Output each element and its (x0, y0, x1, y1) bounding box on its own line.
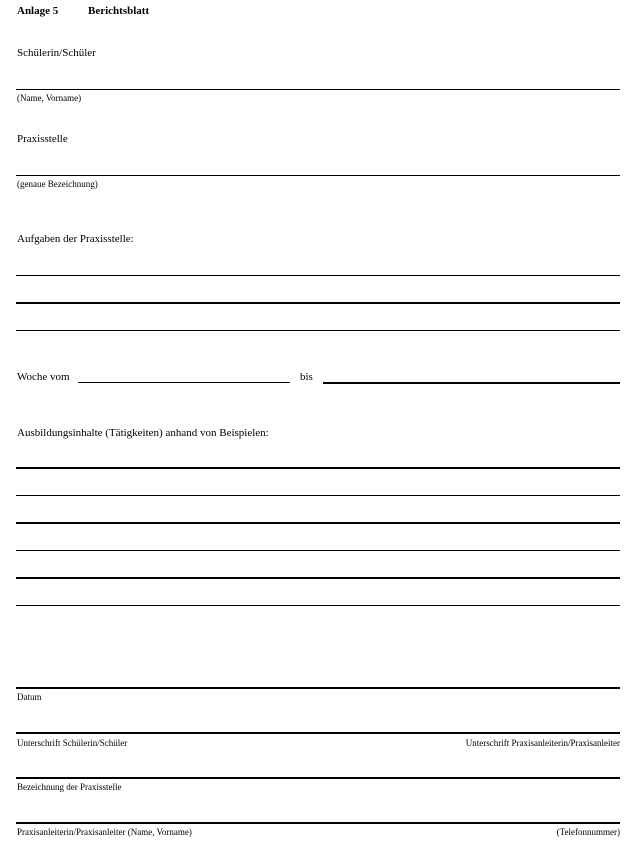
student-signature-label: Unterschrift Schülerin/Schüler (17, 738, 128, 748)
page-title: Berichtsblatt (88, 5, 150, 17)
placement-name-line[interactable] (16, 175, 620, 176)
annex-number: Anlage 5 (17, 5, 59, 17)
student-name-line[interactable] (16, 89, 620, 90)
week-from-line[interactable] (78, 382, 290, 383)
tasks-line[interactable] (16, 330, 620, 331)
contents-line[interactable] (16, 522, 620, 524)
date-line[interactable] (16, 687, 620, 689)
placement-hint: (genaue Bezeichnung) (17, 179, 98, 189)
week-to-label: bis (300, 371, 313, 383)
tasks-label: Aufgaben der Praxisstelle: (17, 233, 134, 245)
placement-designation-label: Bezeichnung der Praxisstelle (17, 782, 122, 792)
mentor-signature-label: Unterschrift Praxisanleiterin/Praxisanleiter (465, 738, 620, 748)
student-hint: (Name, Vorname) (17, 93, 82, 103)
placement-label: Praxisstelle (17, 133, 68, 145)
week-from-label: Woche vom (17, 371, 70, 383)
contents-line[interactable] (16, 495, 620, 496)
contents-label: Ausbildungsinhalte (Tätigkeiten) anhand von Beispielen: (17, 427, 269, 439)
student-label: Schülerin/Schüler (17, 47, 96, 59)
placement-designation-line[interactable] (16, 777, 620, 779)
week-to-line[interactable] (323, 382, 620, 384)
mentor-name-label: Praxisanleiterin/Praxisanleiter (Name, Vorname) (17, 827, 192, 837)
signature-line[interactable] (16, 732, 620, 734)
contents-line[interactable] (16, 550, 620, 551)
tasks-line[interactable] (16, 302, 620, 304)
phone-label: (Telefonnummer) (556, 827, 620, 837)
date-label: Datum (17, 692, 42, 702)
contents-line[interactable] (16, 605, 620, 606)
contents-line[interactable] (16, 467, 620, 469)
mentor-name-line[interactable] (16, 822, 620, 824)
tasks-line[interactable] (16, 275, 620, 276)
contents-line[interactable] (16, 577, 620, 579)
